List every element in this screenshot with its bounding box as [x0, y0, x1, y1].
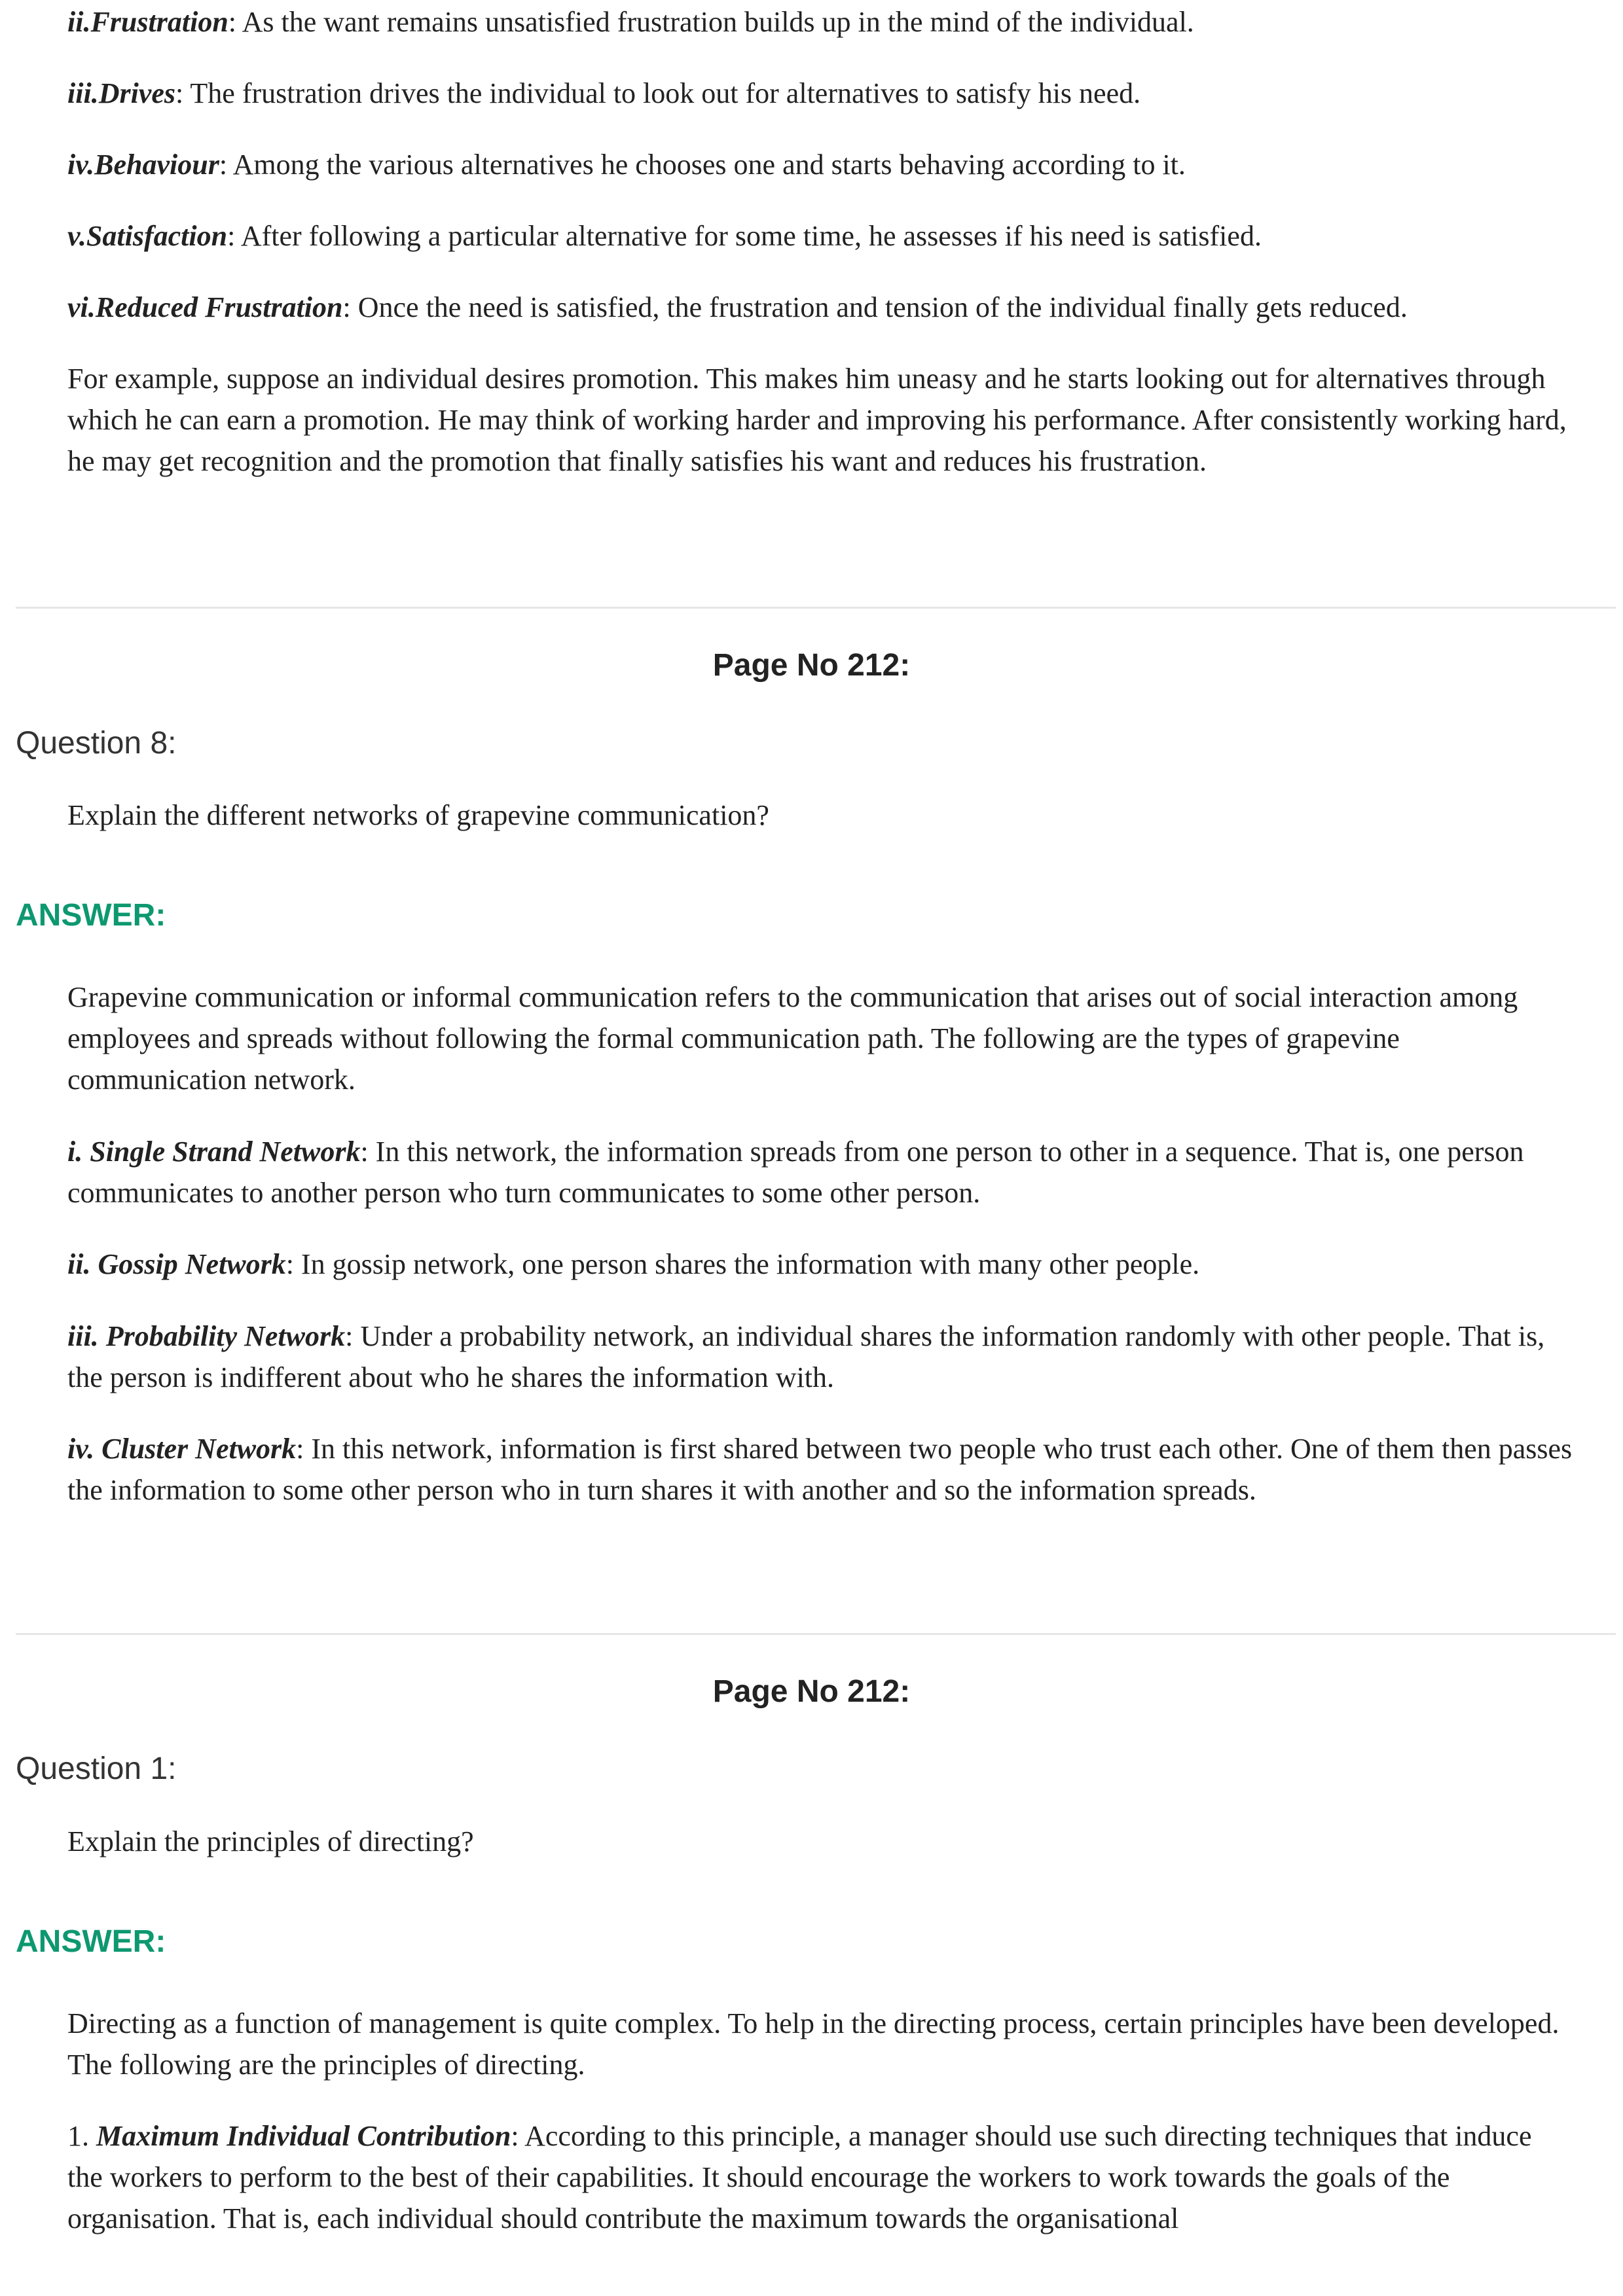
- item-text: : In this network, the information spreads from one person to other in a sequence. That is, one person communicates to another person who turn communicates to some other person.: [67, 1136, 1524, 1209]
- network-item: [67, 1428, 1573, 1511]
- answer-intro: Grapevine communication or informal communication refers to the communication that arises out of social interaction among employees and spreads without following the formal communication path. The following are the types of grapevine communication network.: [67, 981, 1518, 1096]
- top-list-item: [67, 73, 1573, 114]
- item-text: : As the want remains unsatisfied frustration builds up in the mind of the individual.: [228, 6, 1194, 38]
- item-numeral: i.: [67, 1136, 90, 1168]
- section-divider: [16, 1633, 1616, 1635]
- item-text: : In this network, information is first shared between two people who trust each other. One of them then passes the information to some other person who in turn shares it with another and so the information spreads.: [67, 1433, 1573, 1506]
- top-list-item: [67, 287, 1573, 328]
- answer-intro: Directing as a function of management is quite complex. To help in the directing process, certain principles have been developed. The following are the principles of directing.: [67, 2007, 1559, 2081]
- answer-label: ANSWER:: [16, 1924, 166, 1959]
- item-numeral: iv.: [67, 149, 95, 181]
- item-numeral: iv.: [67, 1433, 102, 1465]
- item-text: : After following a particular alternative for some time, he assesses if his need is satisfied.: [227, 220, 1262, 252]
- top-list-item: [67, 1, 1573, 43]
- question-text: Explain the principles of directing?: [67, 1825, 474, 1857]
- item-numeral: iii.: [67, 77, 99, 109]
- section-divider: [16, 607, 1616, 609]
- item-term: Maximum Individual Contribution: [96, 2120, 511, 2152]
- network-item: [67, 1316, 1573, 1398]
- question-label: Question 8:: [16, 726, 177, 761]
- item-text: : Among the various alternatives he chooses one and starts behaving according to it.: [219, 149, 1186, 181]
- principle-item: [67, 2115, 1573, 2239]
- item-term: Drives: [98, 77, 175, 109]
- item-numeral: 1.: [67, 2120, 96, 2152]
- item-text: : The frustration drives the individual to look out for alternatives to satisfy his need.: [175, 77, 1141, 109]
- example-paragraph: For example, suppose an individual desires promotion. This makes him uneasy and he starts looking out for alternatives through which he can earn a promotion. He may think of working harder and improving his performance. After consistently working hard, he may get recognition and the promotion that finally satisfies his want and reduces his frustration.: [67, 363, 1567, 477]
- page-number-heading: Page No 212:: [712, 1674, 911, 1709]
- item-term: Cluster Network: [101, 1433, 297, 1465]
- question-text: Explain the different networks of grapevine communication?: [67, 799, 769, 831]
- item-term: Satisfaction: [86, 220, 228, 252]
- item-numeral: ii.: [67, 6, 91, 38]
- item-text: : Once the need is satisfied, the frustration and tension of the individual finally gets reduced.: [342, 291, 1408, 323]
- network-item: [67, 1131, 1573, 1213]
- item-text: : In gossip network, one person shares the information with many other people.: [285, 1248, 1200, 1280]
- item-numeral: vi.: [67, 291, 96, 323]
- page-number-heading: Page No 212:: [712, 648, 911, 683]
- item-text: : Under a probability network, an individual shares the information randomly with other people. That is, the person is indifferent about who he shares the information with.: [67, 1320, 1545, 1393]
- network-item: [67, 1244, 1573, 1285]
- answer-label: ANSWER:: [16, 898, 166, 933]
- item-term: Gossip Network: [98, 1248, 286, 1280]
- item-numeral: v.: [67, 220, 86, 252]
- item-term: Single Strand Network: [90, 1136, 361, 1168]
- item-text: : According to this principle, a manager should use such directing techniques that induce the workers to perform to the best of their capabilities. It should encourage the workers to work towards the goals of the organisation. That is, each individual should contribute the maximum towards the organisational: [67, 2120, 1532, 2234]
- item-term: Behaviour: [94, 149, 219, 181]
- item-term: Frustration: [90, 6, 228, 38]
- top-list-item: [67, 215, 1573, 257]
- item-term: Reduced Frustration: [95, 291, 343, 323]
- item-numeral: ii.: [67, 1248, 98, 1280]
- item-numeral: iii.: [67, 1320, 106, 1352]
- question-label: Question 1:: [16, 1751, 177, 1786]
- top-list-item: [67, 144, 1573, 185]
- item-term: Probability Network: [105, 1320, 346, 1352]
